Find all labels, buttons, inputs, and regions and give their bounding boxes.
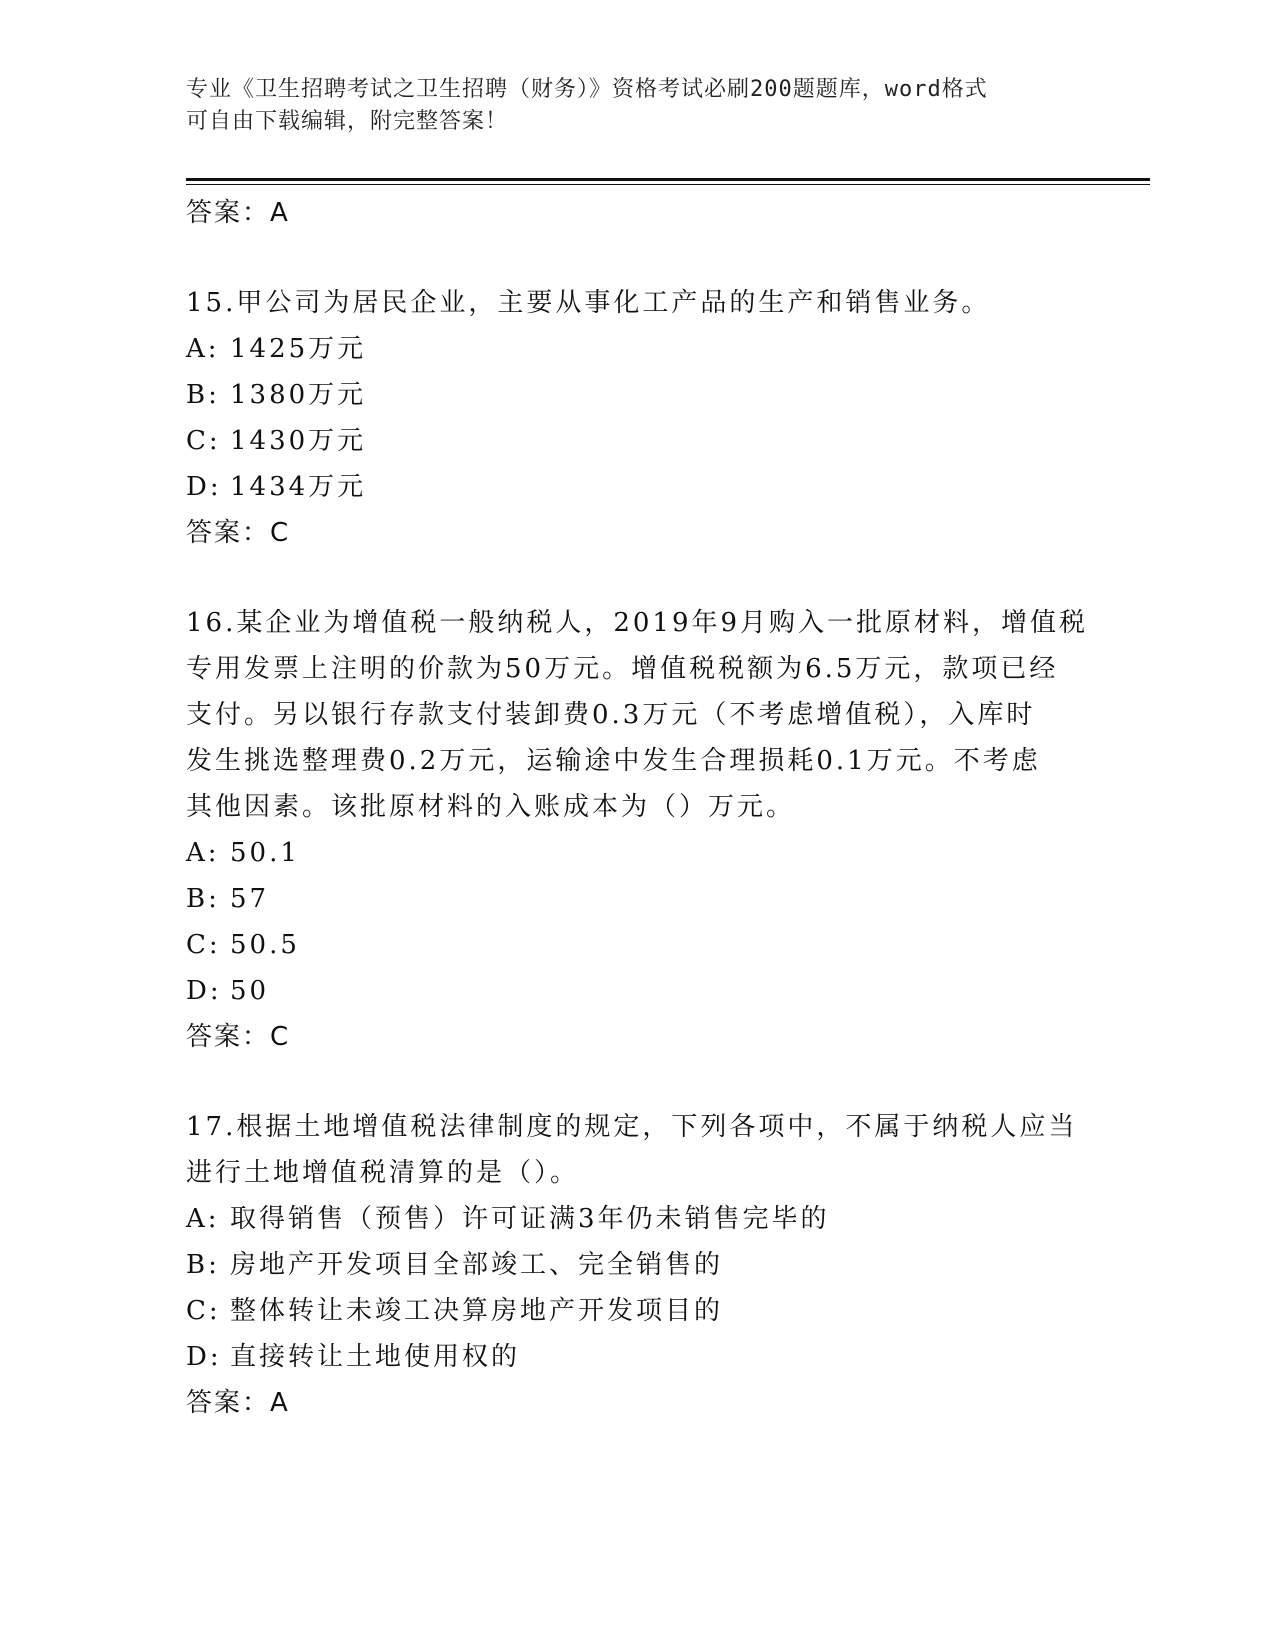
header-rule-thick	[186, 178, 1150, 181]
question-text-line: 专用发票上注明的价款为50万元。增值税税额为6.5万元，款项已经	[186, 654, 1059, 684]
option-a	[186, 326, 1086, 372]
option-label: D:	[186, 472, 222, 502]
question-text-line: 其他因素。该批原材料的入账成本为（）万元。	[186, 792, 796, 822]
option-label: C:	[186, 426, 221, 456]
spacer	[186, 1060, 1086, 1104]
option-text: 1434万元	[230, 472, 367, 502]
option-a	[186, 1196, 1086, 1242]
option-text: 直接转让土地使用权的	[230, 1342, 521, 1372]
option-label: C:	[186, 1296, 221, 1326]
option-b	[186, 876, 1086, 922]
previous-answer: 答案：A	[186, 198, 290, 228]
question-text-line: 进行土地增值税清算的是（）。	[186, 1158, 580, 1188]
option-text: 房地产开发项目全部竣工、完全销售的	[230, 1250, 724, 1280]
option-label: A:	[186, 334, 220, 364]
option-d	[186, 1334, 1086, 1380]
answer-line: 答案：A	[186, 1388, 290, 1418]
question-text-line: 17.根据土地增值税法律制度的规定，下列各项中，不属于纳税人应当	[186, 1112, 1078, 1142]
option-d	[186, 464, 1086, 510]
question-block	[186, 1104, 1086, 1426]
answer-line: 答案：C	[186, 1022, 291, 1052]
spacer	[186, 236, 1086, 280]
option-label: B:	[186, 1250, 220, 1280]
option-text: 57	[230, 884, 270, 914]
option-label: A:	[186, 1204, 220, 1234]
option-text: 50.1	[230, 838, 300, 868]
option-b	[186, 372, 1086, 418]
option-label: B:	[186, 380, 220, 410]
option-text: 1425万元	[230, 334, 367, 364]
option-label: D:	[186, 1342, 222, 1372]
option-text: 1380万元	[230, 380, 367, 410]
option-c	[186, 922, 1086, 968]
question-block	[186, 600, 1089, 1060]
header-rule-thin	[186, 184, 1150, 185]
option-label: C:	[186, 930, 221, 960]
answer-line: 答案：C	[186, 518, 291, 548]
question-text-line: 15.甲公司为居民企业，主要从事化工产品的生产和销售业务。	[186, 288, 991, 318]
question-text-line: 支付。另以银行存款支付装卸费0.3万元（不考虑增值税），入库时	[186, 700, 1036, 730]
question-text-line: 16.某企业为增值税一般纳税人，2019年9月购入一批原材料，增值税	[186, 608, 1089, 638]
question-content	[186, 190, 1089, 1426]
option-d	[186, 968, 1086, 1014]
header-line-2: 可自由下载编辑，附完整答案！	[186, 109, 509, 134]
option-label: A:	[186, 838, 220, 868]
option-text: 取得销售（预售）许可证满3年仍未销售完毕的	[230, 1204, 830, 1234]
option-text: 1430万元	[230, 426, 367, 456]
question-text-line: 发生挑选整理费0.2万元，运输途中发生合理损耗0.1万元。不考虑	[186, 746, 1041, 776]
option-label: B:	[186, 884, 220, 914]
option-label: D:	[186, 976, 222, 1006]
option-c	[186, 418, 1086, 464]
option-b	[186, 1242, 1086, 1288]
option-text: 50.5	[230, 930, 300, 960]
option-a	[186, 830, 1086, 876]
header-line-1: 专业《卫生招聘考试之卫生招聘（财务）》资格考试必刷200题题库，word格式	[186, 77, 988, 102]
option-text: 整体转让未竣工决算房地产开发项目的	[230, 1296, 724, 1326]
question-block	[186, 280, 1086, 556]
page-header	[186, 74, 1086, 138]
spacer	[186, 556, 1086, 600]
option-c	[186, 1288, 1086, 1334]
option-text: 50	[230, 976, 270, 1006]
